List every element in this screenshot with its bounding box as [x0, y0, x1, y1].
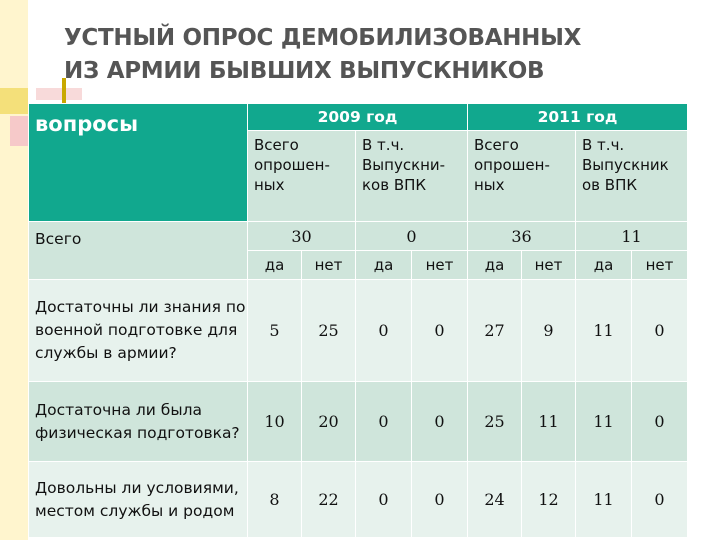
yes-label: да	[576, 251, 632, 280]
answer-value: 27	[468, 280, 522, 382]
title-line-1: УСТНЫЙ ОПРОС ДЕМОБИЛИЗОВАННЫХ	[64, 25, 582, 51]
answer-value: 24	[468, 462, 522, 538]
question-cell: Довольны ли условиями, местом службы и родом	[29, 462, 248, 538]
total-label: Всего	[29, 222, 248, 280]
header-total-surveyed-2011: Всего опрошен-ных	[468, 131, 576, 222]
answer-value: 0	[356, 280, 412, 382]
answer-value: 9	[522, 280, 576, 382]
answer-value: 0	[632, 382, 688, 462]
no-label: нет	[632, 251, 688, 280]
question-cell: Достаточна ли была физическая подготовка?	[29, 382, 248, 462]
decor-square-pink	[10, 116, 28, 146]
answer-value: 11	[576, 382, 632, 462]
answer-value: 0	[632, 280, 688, 382]
answer-value: 0	[632, 462, 688, 538]
yes-label: да	[468, 251, 522, 280]
header-total-surveyed-2009: Всего опрошен-ных	[248, 131, 356, 222]
answer-value: 22	[302, 462, 356, 538]
survey-table	[28, 103, 688, 538]
title-line-2: ИЗ АРМИИ БЫВШИХ ВЫПУСКНИКОВ	[64, 58, 545, 84]
answer-value: 11	[576, 462, 632, 538]
yes-label: да	[356, 251, 412, 280]
header-year-2009: 2009 год	[248, 104, 468, 131]
total-value: 30	[248, 222, 356, 251]
slide-title	[64, 22, 704, 88]
answer-value: 11	[522, 382, 576, 462]
header-incl-grads-2009: В т.ч. Выпускни-ков ВПК	[356, 131, 468, 222]
answer-value: 10	[248, 382, 302, 462]
answer-value: 25	[302, 280, 356, 382]
header-questions: вопросы	[29, 104, 248, 222]
total-value: 0	[356, 222, 468, 251]
answer-value: 8	[248, 462, 302, 538]
left-decor-band	[0, 0, 28, 540]
answer-value: 0	[356, 382, 412, 462]
answer-value: 0	[356, 462, 412, 538]
total-value: 36	[468, 222, 576, 251]
answer-value: 11	[576, 280, 632, 382]
answer-value: 0	[412, 382, 468, 462]
question-cell: Достаточны ли знания по военной подготовке для службы в армии?	[29, 280, 248, 382]
no-label: нет	[412, 251, 468, 280]
answer-value: 25	[468, 382, 522, 462]
total-value: 11	[576, 222, 688, 251]
answer-value: 20	[302, 382, 356, 462]
decor-square-yellow	[0, 88, 28, 114]
no-label: нет	[302, 251, 356, 280]
no-label: нет	[522, 251, 576, 280]
answer-value: 0	[412, 462, 468, 538]
answer-value: 5	[248, 280, 302, 382]
answer-value: 12	[522, 462, 576, 538]
header-year-2011: 2011 год	[468, 104, 688, 131]
header-incl-grads-2011: В т.ч. Выпускник ов ВПК	[576, 131, 688, 222]
yes-label: да	[248, 251, 302, 280]
answer-value: 0	[412, 280, 468, 382]
decor-strip-pink	[36, 88, 82, 100]
